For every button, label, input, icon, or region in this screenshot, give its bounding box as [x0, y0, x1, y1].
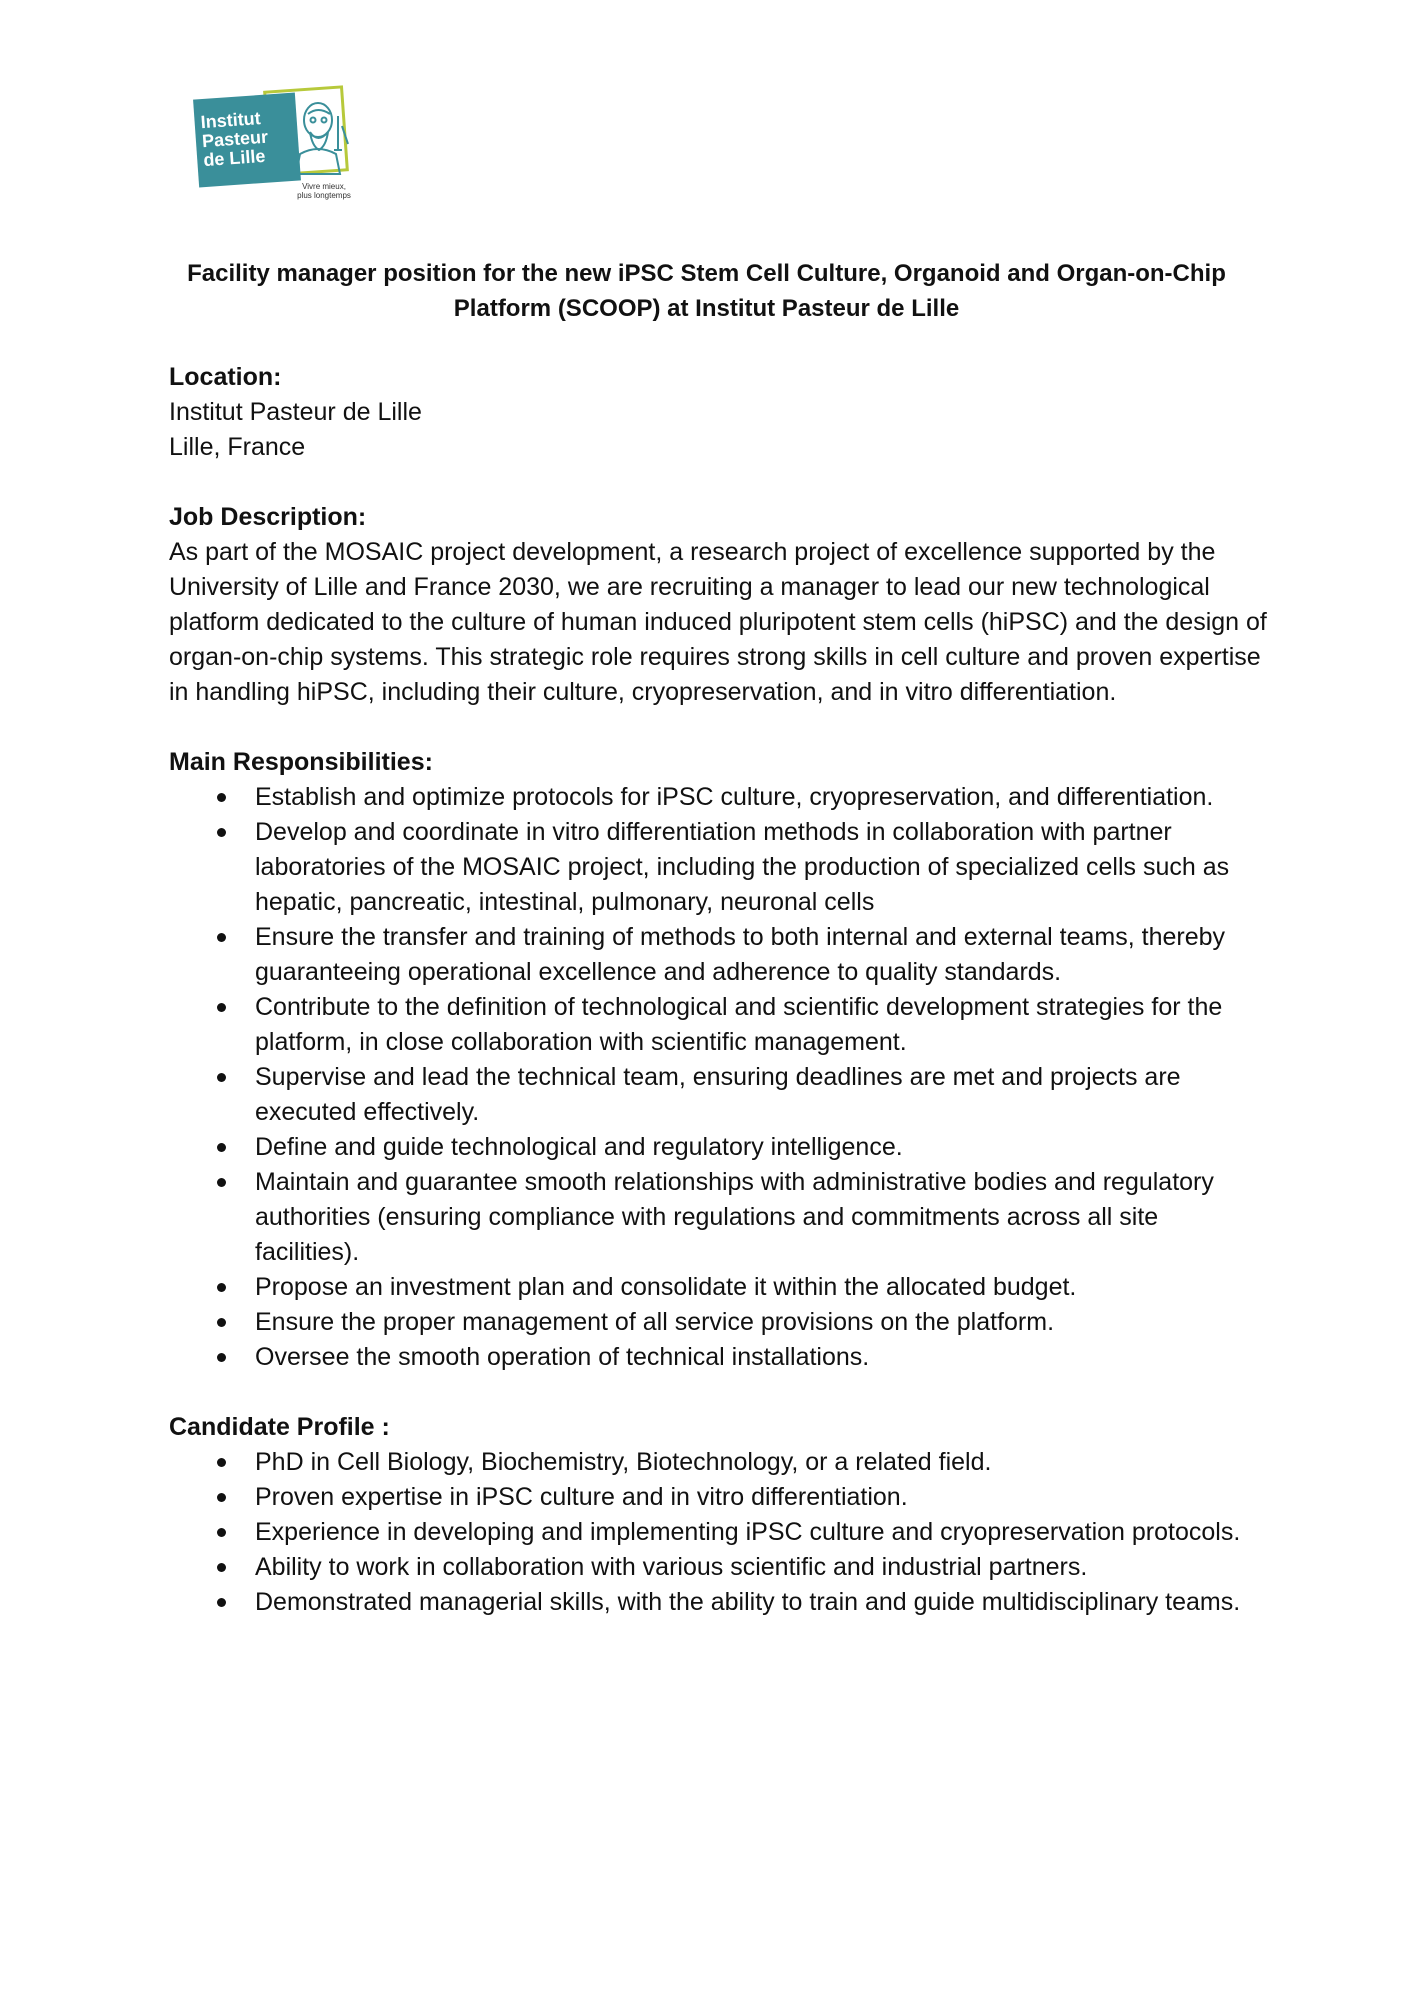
- bullet-icon: [217, 1178, 226, 1187]
- list-item-text: Develop and coordinate in vitro differentiation methods in collaboration with partner laboratories of the MOSAIC project, including the production of specialized cells such as hepatic, pancreatic, intestinal, pulmonary, neuronal cells: [255, 818, 1230, 916]
- logo-line-1: Institut: [200, 108, 262, 133]
- location-line-2: Lille, France: [169, 433, 306, 461]
- list-item-text: Experience in developing and implementing iPSC culture and cryopreservation protocols.: [255, 1518, 1241, 1546]
- list-item: [169, 1165, 1269, 1270]
- list-item-text: Oversee the smooth operation of technical installations.: [255, 1343, 870, 1371]
- list-item-text: Supervise and lead the technical team, ensuring deadlines are met and projects are executed effectively.: [255, 1063, 1181, 1126]
- responsibilities-list: [169, 780, 1269, 1375]
- list-item: [169, 1515, 1269, 1550]
- list-item-text: Proven expertise in iPSC culture and in vitro differentiation.: [255, 1483, 908, 1511]
- candidate-profile-list: [169, 1445, 1269, 1620]
- list-item: [169, 1480, 1269, 1515]
- job-description-text: As part of the MOSAIC project development, a research project of excellence supported by the University of Lille and France 2030, we are recruiting a manager to lead our new technological platform dedicated to the culture of human induced pluripotent stem cells (hiPSC) and the design of organ-on-chip systems. This strategic role requires strong skills in cell culture and proven expertise in handling hiPSC, including their culture, cryopreservation, and in vitro differentiation.: [169, 538, 1267, 706]
- bullet-icon: [217, 793, 226, 802]
- responsibilities-heading: Main Responsibilities:: [169, 748, 433, 776]
- list-item: [169, 1340, 1269, 1375]
- bullet-icon: [217, 1073, 226, 1082]
- bullet-icon: [217, 1563, 226, 1572]
- page-title: Facility manager position for the new iPSC Stem Cell Culture, Organoid and Organ-on-Chip Platform (SCOOP) at Institut Pasteur de Lille: [187, 260, 1226, 322]
- responsibilities-section: [169, 745, 1269, 1375]
- location-heading: Location:: [169, 363, 282, 391]
- list-item-text: Propose an investment plan and consolidate it within the allocated budget.: [255, 1273, 1077, 1301]
- bullet-icon: [217, 1353, 226, 1362]
- location-section: [169, 360, 1269, 465]
- candidate-profile-section: [169, 1410, 1269, 1620]
- bullet-icon: [217, 1003, 226, 1012]
- job-description-section: [169, 500, 1269, 710]
- bullet-icon: [217, 1598, 226, 1607]
- list-item-text: Ensure the proper management of all service provisions on the platform.: [255, 1308, 1055, 1336]
- list-item-text: Define and guide technological and regulatory intelligence.: [255, 1133, 903, 1161]
- list-item-text: Ensure the transfer and training of methods to both internal and external teams, thereby guaranteeing operational excellence and adherence to quality standards.: [255, 923, 1226, 986]
- list-item: [169, 990, 1269, 1060]
- bullet-icon: [217, 1143, 226, 1152]
- institut-pasteur-logo: [196, 86, 356, 216]
- list-item: [169, 815, 1269, 920]
- pasteur-portrait-icon: [292, 96, 352, 176]
- logo-tagline: [284, 182, 364, 200]
- list-item: [169, 1550, 1269, 1585]
- job-description-heading: Job Description:: [169, 503, 367, 531]
- list-item: [169, 1585, 1269, 1620]
- logo-line-3: de Lille: [202, 145, 266, 171]
- bullet-icon: [217, 933, 226, 942]
- candidate-profile-heading: Candidate Profile :: [169, 1413, 390, 1441]
- document-body: [169, 360, 1269, 1655]
- list-item: [169, 780, 1269, 815]
- list-item-text: Ability to work in collaboration with various scientific and industrial partners.: [255, 1553, 1088, 1581]
- logo-tagline-1: Vivre mieux,: [302, 182, 346, 191]
- logo-wordmark: [200, 107, 296, 170]
- bullet-icon: [217, 1283, 226, 1292]
- bullet-icon: [217, 1318, 226, 1327]
- list-item-text: Maintain and guarantee smooth relationships with administrative bodies and regulatory authorities (ensuring compliance with regulations and commitments across all site facilities).: [255, 1168, 1214, 1266]
- logo-line-2: Pasteur: [201, 126, 269, 152]
- list-item-text: Contribute to the definition of technological and scientific development strategies for the platform, in close collaboration with scientific management.: [255, 993, 1223, 1056]
- list-item: [169, 1270, 1269, 1305]
- bullet-icon: [217, 1458, 226, 1467]
- list-item: [169, 1130, 1269, 1165]
- bullet-icon: [217, 1528, 226, 1537]
- list-item: [169, 1445, 1269, 1480]
- list-item-text: Establish and optimize protocols for iPSC culture, cryopreservation, and differentiation.: [255, 783, 1214, 811]
- bullet-icon: [217, 1493, 226, 1502]
- logo-tagline-2: plus longtemps: [297, 191, 351, 200]
- list-item: [169, 1305, 1269, 1340]
- list-item-text: PhD in Cell Biology, Biochemistry, Biotechnology, or a related field.: [255, 1448, 992, 1476]
- list-item: [169, 920, 1269, 990]
- bullet-icon: [217, 828, 226, 837]
- list-item: [169, 1060, 1269, 1130]
- location-line-1: Institut Pasteur de Lille: [169, 398, 422, 426]
- list-item-text: Demonstrated managerial skills, with the ability to train and guide multidisciplinary teams.: [255, 1588, 1241, 1616]
